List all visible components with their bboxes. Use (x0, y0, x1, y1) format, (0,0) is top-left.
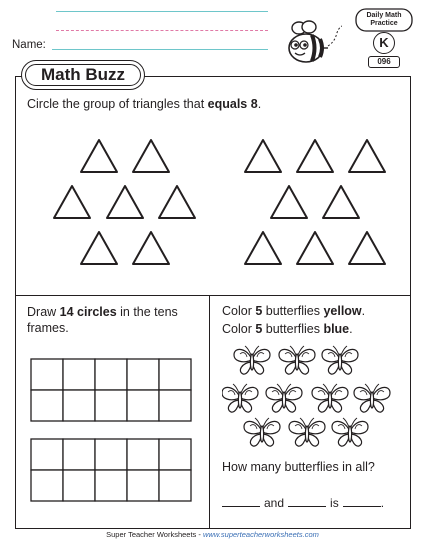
tens-frame-question: Draw 14 circles in the tens frames. (27, 305, 178, 335)
color-yellow-instruction: Color 5 butterflies yellow. (222, 304, 366, 318)
page-title: Math Buzz (25, 64, 141, 86)
footer-link[interactable]: www.superteacherworksheets.com (202, 530, 319, 539)
triangle (349, 140, 385, 172)
triangle (323, 186, 359, 218)
and-word: and (264, 496, 285, 510)
ten-frame-cell[interactable] (63, 439, 95, 470)
ten-frame-cell[interactable] (127, 390, 159, 421)
triangle (81, 140, 117, 172)
triangle (81, 232, 117, 264)
triangle-group-right[interactable] (245, 140, 385, 264)
worksheet-number: 096 (368, 56, 400, 68)
ten-frame-cell[interactable] (127, 470, 159, 501)
butterfly-icon[interactable] (322, 346, 358, 374)
daily-math-badge (352, 8, 416, 70)
triangle (245, 232, 281, 264)
ten-frame-cell[interactable] (31, 390, 63, 421)
butterfly-icon[interactable] (354, 384, 390, 412)
answer-blank-3[interactable] (343, 495, 381, 507)
horizontal-divider (15, 295, 411, 296)
name-label: Name: (12, 39, 46, 51)
butterfly-icon[interactable] (279, 346, 315, 374)
butterfly-icon[interactable] (266, 384, 302, 412)
butterfly-icon[interactable] (234, 346, 270, 374)
butterflies (222, 344, 402, 454)
triangle-question: Circle the group of triangles that equals 8. (27, 97, 262, 111)
triangle (54, 186, 90, 218)
bee-icon (282, 18, 342, 68)
triangle (107, 186, 143, 218)
ten-frame-cell[interactable] (95, 390, 127, 421)
ten-frame-cell[interactable] (31, 470, 63, 501)
period: . (380, 496, 385, 510)
title-badge (21, 60, 145, 90)
middle-dashed-line (56, 30, 268, 31)
triangle (349, 232, 385, 264)
footer (0, 530, 425, 539)
ten-frame-cell[interactable] (159, 390, 191, 421)
ten-frame-cell[interactable] (95, 470, 127, 501)
butterfly-icon[interactable] (332, 418, 368, 446)
butterfly-icon[interactable] (312, 384, 348, 412)
ten-frame-cell[interactable] (159, 439, 191, 470)
name-area (12, 8, 272, 58)
ten-frame-cell[interactable] (63, 359, 95, 390)
butterfly-icon[interactable] (222, 384, 258, 412)
triangle (133, 140, 169, 172)
ten-frame-cell[interactable] (31, 439, 63, 470)
ten-frame-cell[interactable] (31, 359, 63, 390)
vertical-divider (209, 295, 210, 529)
triangle (297, 232, 333, 264)
triangle (271, 186, 307, 218)
ten-frame-cell[interactable] (95, 439, 127, 470)
answer-sentence (222, 495, 407, 510)
ten-frame-cell[interactable] (127, 439, 159, 470)
triangle (159, 186, 195, 218)
butterfly-icon[interactable] (244, 418, 280, 446)
ten-frame-cell[interactable] (63, 390, 95, 421)
name-write-line[interactable] (52, 49, 268, 50)
color-blue-instruction: Color 5 butterflies blue. (222, 322, 353, 336)
ten-frame-cell[interactable] (127, 359, 159, 390)
answer-blank-2[interactable] (288, 495, 326, 507)
ten-frame-cell[interactable] (159, 470, 191, 501)
triangle (297, 140, 333, 172)
ten-frame-cell[interactable] (63, 470, 95, 501)
footer-text: Super Teacher Worksheets - (106, 530, 203, 539)
ten-frame-cell[interactable] (95, 359, 127, 390)
badge-title: Daily Math Practice (366, 12, 402, 27)
triangle-groups (17, 120, 411, 290)
butterfly-icon[interactable] (289, 418, 325, 446)
grade-letter: K (373, 32, 395, 54)
triangle-group-left[interactable] (54, 140, 195, 264)
is-word: is (330, 496, 339, 510)
top-guide-line (56, 11, 268, 12)
triangle (245, 140, 281, 172)
answer-blank-1[interactable] (222, 495, 260, 507)
triangle (133, 232, 169, 264)
total-butterflies-question: How many butterflies in all? (222, 460, 375, 474)
tens-frames (29, 356, 193, 512)
ten-frame-cell[interactable] (159, 359, 191, 390)
